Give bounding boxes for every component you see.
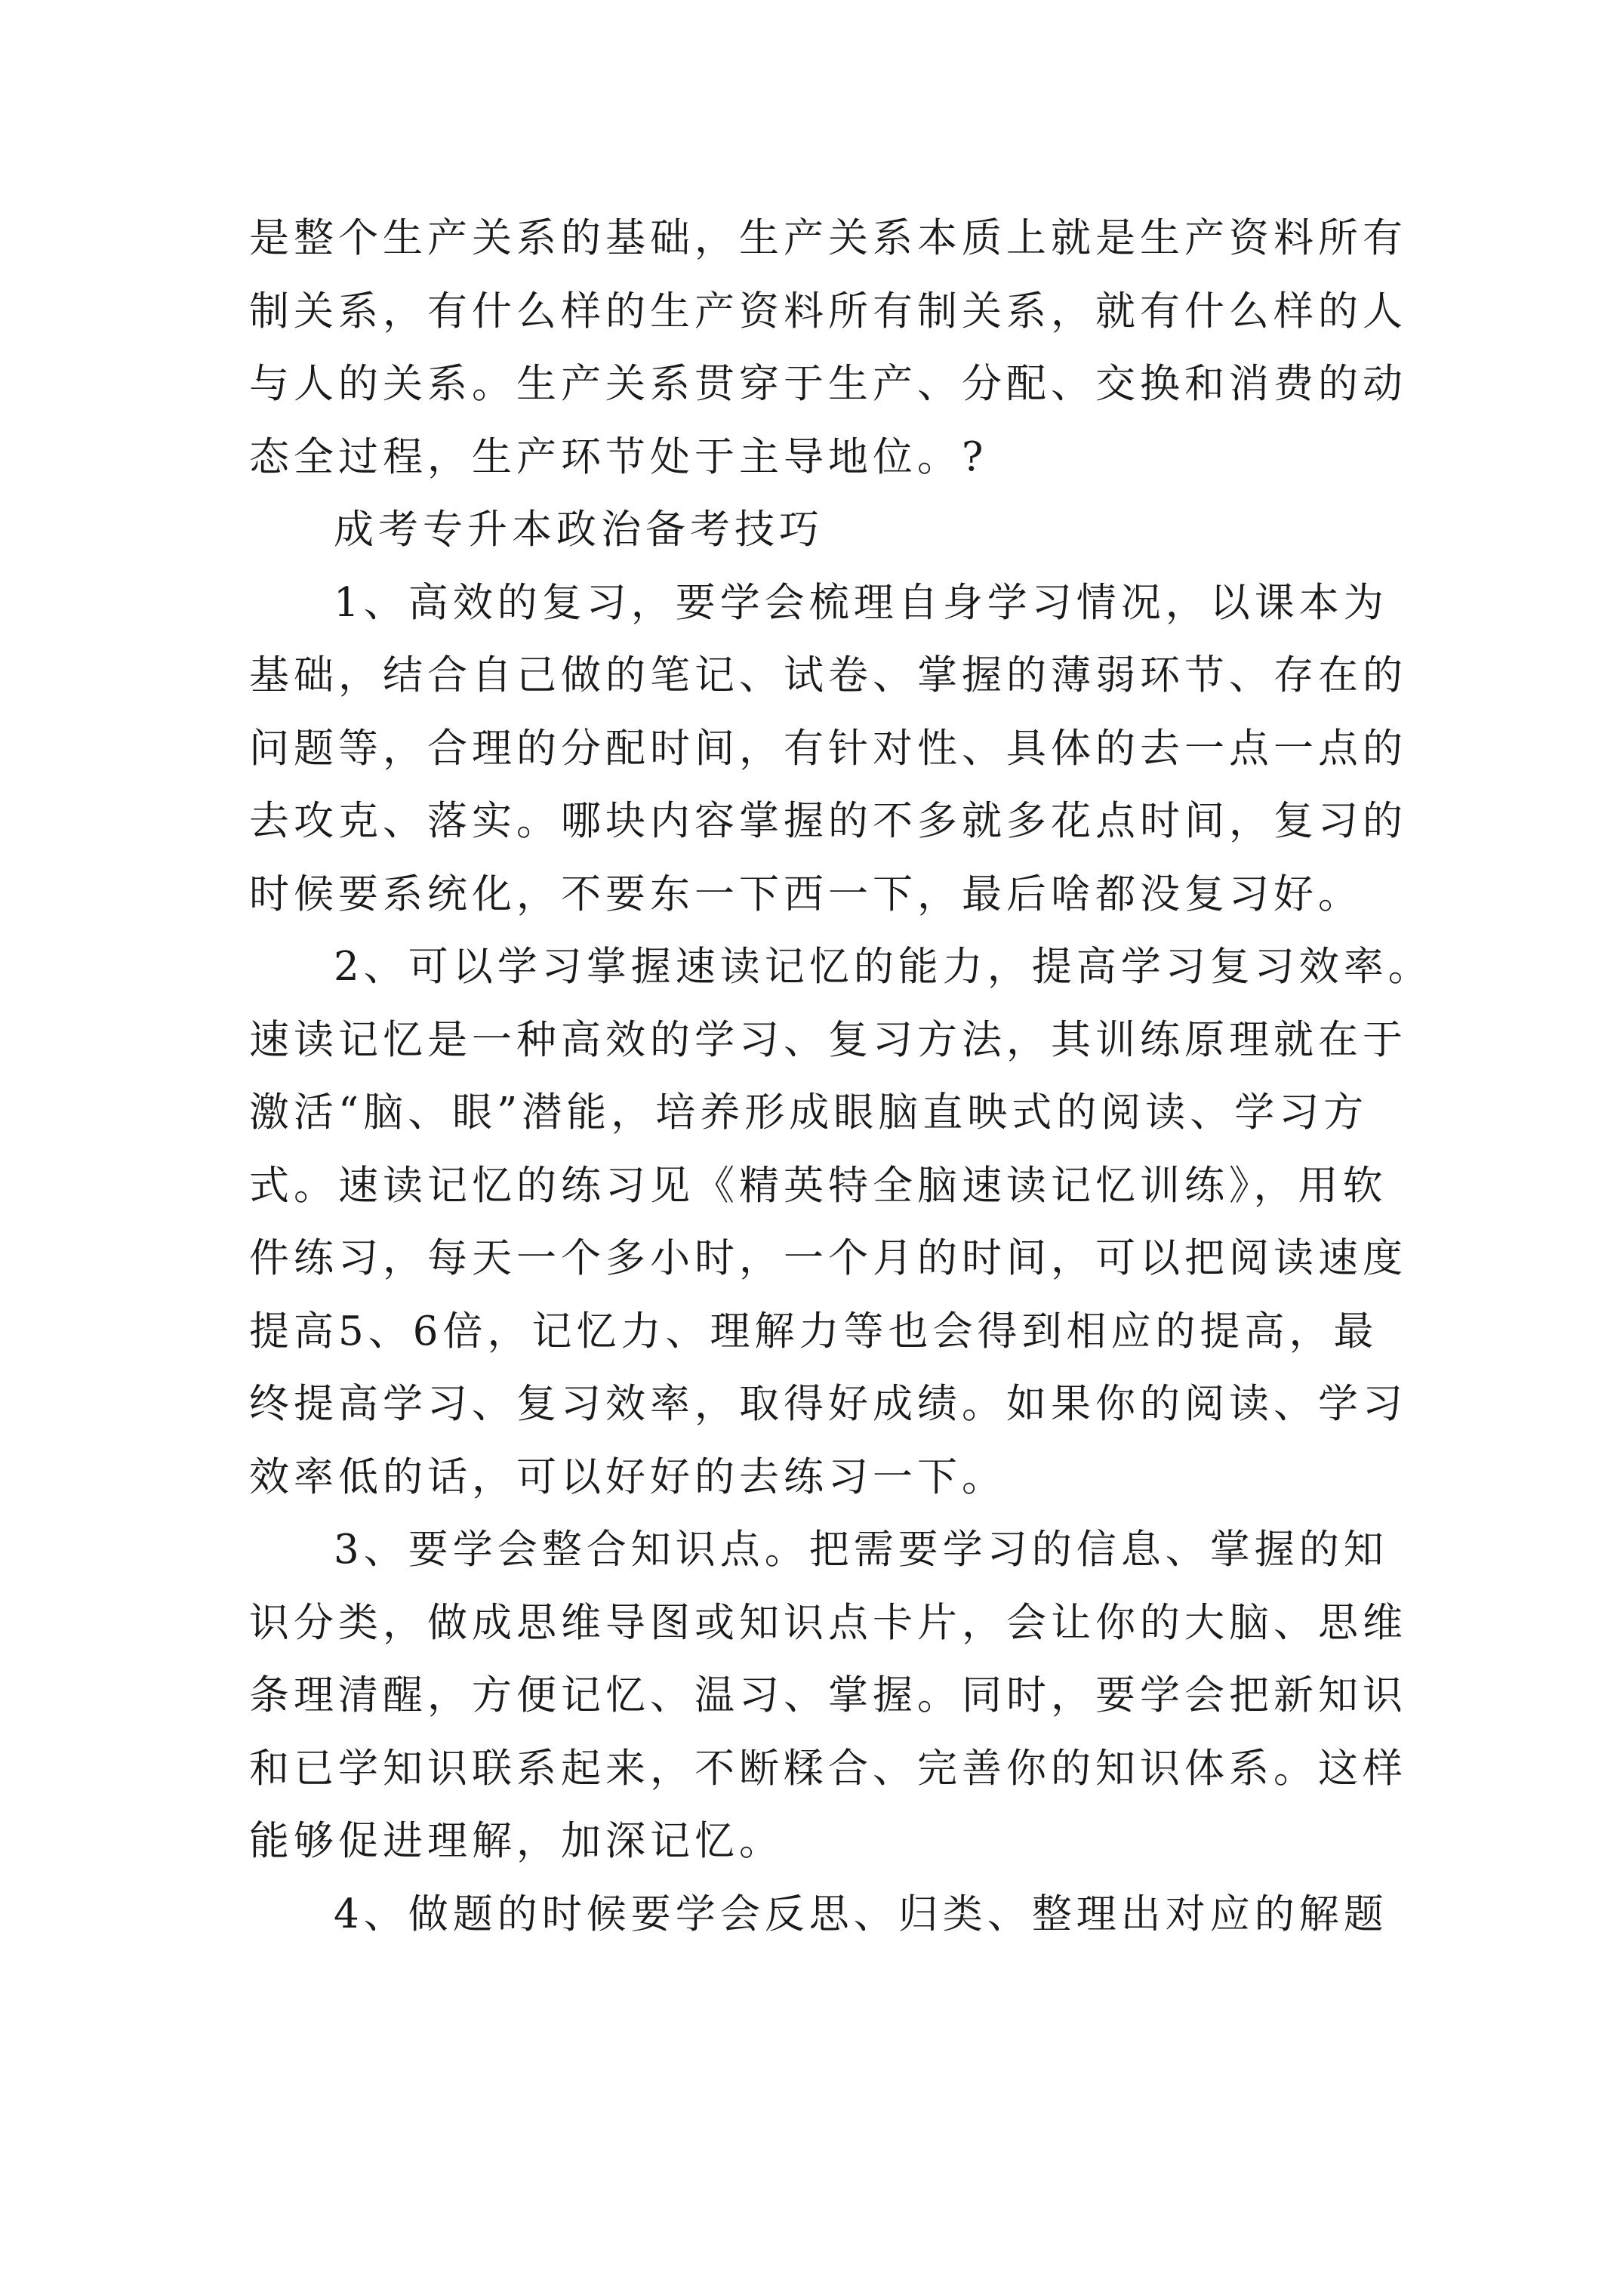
text-line: 制关系，有什么样的生产资料所有制关系，就有什么样的人 xyxy=(249,288,1407,334)
text-line: 基础，结合自己做的笔记、试卷、掌握的薄弱环节、存在的 xyxy=(249,652,1407,698)
text-line: 时候要系统化，不要东一下西一下，最后啥都没复习好。 xyxy=(249,871,1363,917)
text-line: 3、要学会整合知识点。把需要学习的信息、掌握的知 xyxy=(334,1527,1388,1573)
text-line: 4、做题的时候要学会反思、归类、整理出对应的解题 xyxy=(334,1891,1388,1937)
text-line: 去攻克、落实。哪块内容掌握的不多就多花点时间，复习的 xyxy=(249,798,1407,844)
text-line: 与人的关系。生产关系贯穿于生产、分配、交换和消费的动 xyxy=(249,361,1407,407)
text-line: 和已学知识联系起来，不断糅合、完善你的知识体系。这样 xyxy=(249,1745,1407,1792)
text-line: 是整个生产关系的基础，生产关系本质上就是生产资料所有 xyxy=(249,215,1407,261)
paragraph-tip-4 xyxy=(249,1878,1397,1952)
text-line: 终提高学习、复习效率，取得好成绩。如果你的阅读、学习 xyxy=(249,1381,1407,1427)
paragraph-tip-1 xyxy=(249,567,1407,932)
text-line: 1、高效的复习，要学会梳理自身学习情况，以课本为 xyxy=(334,579,1388,626)
text-line: 激活“脑、眼”潜能，培养形成眼脑直映式的阅读、学习方 xyxy=(249,1089,1369,1136)
text-line: 2、可以学习掌握速读记忆的能力，提高学习复习效率。 xyxy=(334,944,1433,990)
text-line: 识分类，做成思维导图或知识点卡片，会让你的大脑、思维 xyxy=(249,1599,1407,1646)
paragraph-tip-2 xyxy=(249,931,1433,1514)
text-line: 问题等，合理的分配时间，有针对性、具体的去一点一点的 xyxy=(249,725,1407,772)
text-line: 效率低的话，可以好好的去练习一下。 xyxy=(249,1453,1006,1500)
text-line: 式。速读记忆的练习见《精英特全脑速读记忆训练》，用软 xyxy=(249,1162,1387,1209)
text-line: 速读记忆是一种高效的学习、复习方法，其训练原理就在于 xyxy=(249,1016,1407,1063)
section-heading xyxy=(249,494,1397,567)
text-line: 态全过程，生产环节处于主导地位。? xyxy=(249,433,988,480)
text-line: 条理清醒，方便记忆、温习、掌握。同时，要学会把新知识 xyxy=(249,1672,1407,1718)
document-body xyxy=(249,202,1433,1951)
paragraph-intro xyxy=(249,202,1407,494)
text-line: 能够促进理解，加深记忆。 xyxy=(249,1818,784,1864)
text-line: 件练习，每天一个多小时，一个月的时间，可以把阅读速度 xyxy=(249,1235,1407,1281)
heading-text: 成考专升本政治备考技巧 xyxy=(334,507,824,553)
paragraph-tip-3 xyxy=(249,1514,1407,1878)
text-line: 提高5、6倍，记忆力、理解力等也会得到相应的提高，最 xyxy=(249,1308,1378,1354)
